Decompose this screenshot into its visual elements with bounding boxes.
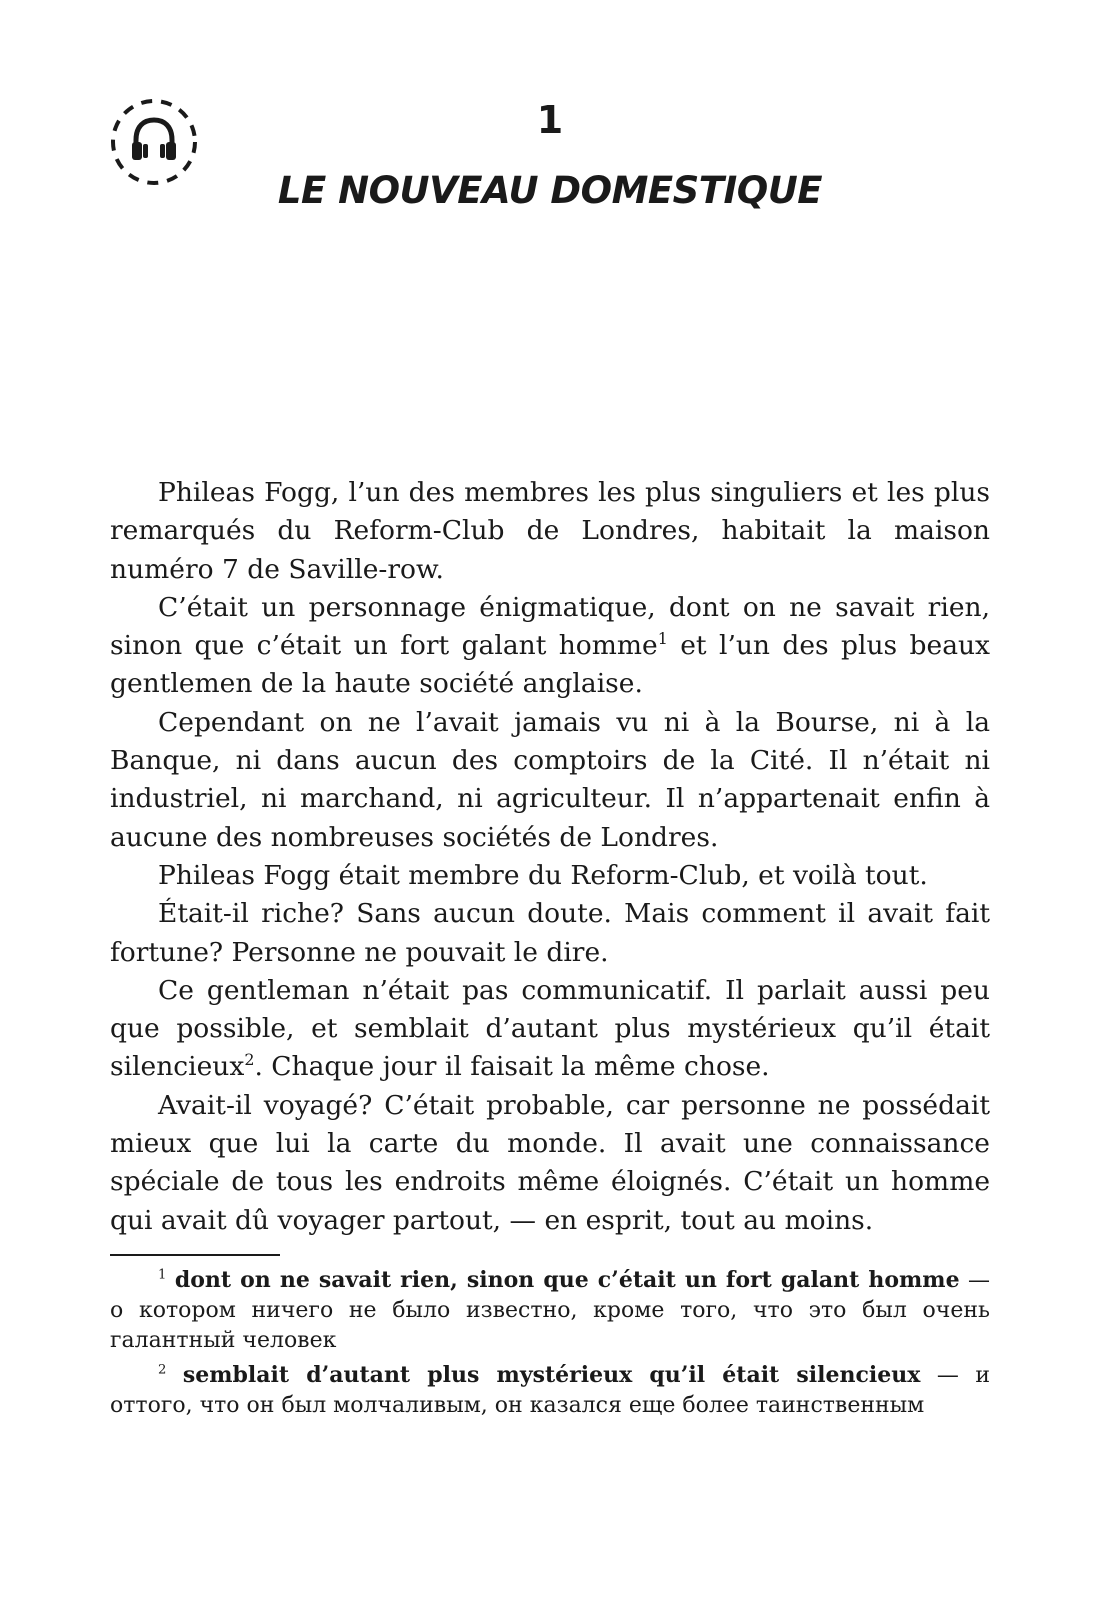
footnote-marker: 1: [158, 1267, 167, 1283]
paragraph-text: Ce gentleman n’était pas communicatif. Il parlait aussi peu que possible, et semblait d’autant plus mystérieux qu’il était silencieux: [110, 974, 990, 1083]
paragraph-text: Était-il riche? Sans aucun doute. Mais comment il avait fait fortune? Personne ne pouvait le dire.: [110, 898, 990, 968]
paragraph-text: Avait-il voyagé? C’était probable, car personne ne possédait mieux que lui la carte du monde. Il avait une connaissance spéciale de tous les endroits même éloignés. C’était un homme qui avait dû voyager partout, — en esprit, tout au moins.: [110, 1089, 990, 1236]
footnotes: [110, 1265, 990, 1425]
footnote-translation: — и оттого, что он был молчаливым, он казался еще более таинственным: [110, 1363, 991, 1418]
chapter-title: LE NOUVEAU DOMESTIQUE: [277, 169, 823, 212]
paragraph: [110, 704, 990, 857]
paragraph-text: C’était un personnage énigmatique, dont on ne savait rien, sinon que c’était un fort galant homme: [110, 591, 990, 662]
paragraph-text: . Chaque jour il faisait la même chose.: [254, 1051, 770, 1083]
footnote-divider: [110, 1254, 280, 1256]
footnote-ref: 2: [244, 1050, 255, 1070]
paragraph: [110, 589, 990, 704]
paragraph: [110, 1087, 990, 1240]
body-text: [110, 474, 990, 1240]
footnote-marker: 2: [158, 1362, 167, 1378]
footnote-term: dont on ne savait rien, sinon que c’était un fort galant homme: [174, 1267, 960, 1293]
footnote-term: semblait d’autant plus mystérieux qu’il était silencieux: [182, 1362, 921, 1388]
paragraph-text: et l’un des plus beaux gentlemen de la haute société anglaise.: [110, 630, 991, 700]
paragraph: [110, 972, 990, 1087]
footnote: [110, 1265, 990, 1356]
footnote: [110, 1360, 990, 1421]
audio-badge: [108, 96, 200, 188]
paragraph: [110, 474, 990, 589]
footnote-ref: 1: [657, 629, 668, 649]
paragraph: [110, 895, 990, 972]
paragraph-text: Cependant on ne l’avait jamais vu ni à la Bourse, ni à la Banque, ni dans aucun des comptoirs de la Cité. Il n’était ni industriel, ni marchand, ni agriculteur. Il n’appartenait enfin à aucune des nombreuses sociétés de Londres.: [110, 706, 990, 853]
paragraph: [110, 857, 990, 895]
chapter-number: 1: [536, 98, 564, 142]
footnote-translation: — о котором ничего не было известно, кроме того, что это был очень галантный человек: [110, 1268, 991, 1353]
headphones-icon: [108, 96, 200, 188]
paragraph-text: Phileas Fogg était membre du Reform-Club, et voilà tout.: [158, 859, 928, 891]
paragraph-text: Phileas Fogg, l’un des membres les plus singuliers et les plus remarqués du Reform-Club de Londres, habitait la maison numéro 7 de Saville-row.: [110, 477, 990, 585]
